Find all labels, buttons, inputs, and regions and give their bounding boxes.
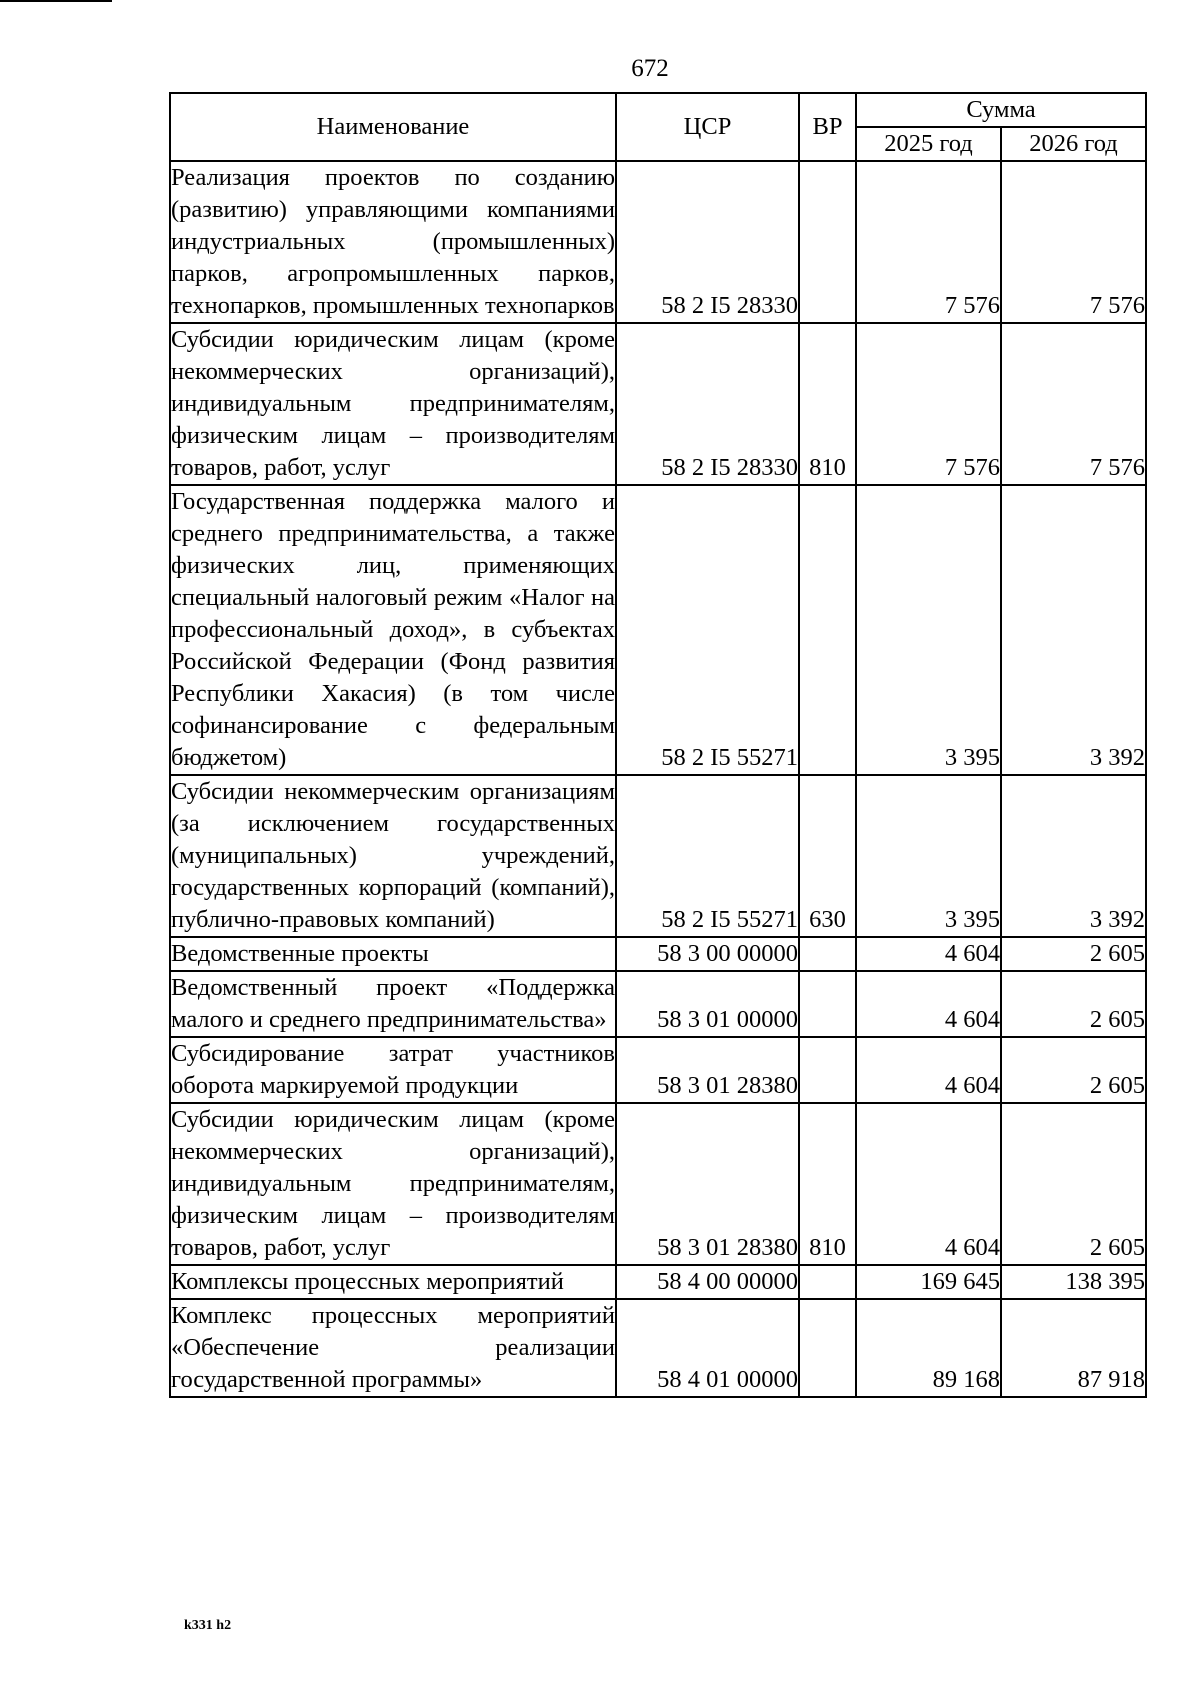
header-sum: Сумма <box>856 93 1146 127</box>
row-sum-2026: 2 605 <box>1001 1037 1146 1103</box>
table-row <box>170 1299 1146 1397</box>
header-vr: ВР <box>799 93 856 161</box>
row-sum-2026: 7 576 <box>1001 161 1146 323</box>
table-row <box>170 161 1146 323</box>
row-sum-2026: 138 395 <box>1001 1265 1146 1299</box>
table-row <box>170 323 1146 485</box>
row-vr <box>799 1037 856 1103</box>
header-csr: ЦСР <box>616 93 799 161</box>
row-sum-2025: 3 395 <box>856 775 1001 937</box>
row-sum-2026: 2 605 <box>1001 1103 1146 1265</box>
row-name: Субсидии юридическим лицам (кроме некоммерческих организаций), индивидуальным предпринимателям, физическим лицам – производителям товаров, работ, услуг <box>170 1103 616 1265</box>
table-row <box>170 775 1146 937</box>
row-sum-2025: 4 604 <box>856 1103 1001 1265</box>
row-name: Государственная поддержка малого и среднего предпринимательства, а также физических лиц, применяющих специальный налоговый режим «Налог на профессиональный доход», в субъектах Российской Федерации (Фонд развития Республики Хакасия) (в том числе софинансирование с федеральным бюджетом) <box>170 485 616 775</box>
header-year-2026: 2026 год <box>1001 127 1146 161</box>
row-vr: 630 <box>799 775 856 937</box>
row-csr: 58 2 I5 28330 <box>616 161 799 323</box>
row-vr <box>799 971 856 1037</box>
row-sum-2026: 87 918 <box>1001 1299 1146 1397</box>
row-name: Субсидии некоммерческим организациям (за исключением государственных (муниципальных) учреждений, государственных корпораций (компаний), публично-правовых компаний) <box>170 775 616 937</box>
page-number: 672 <box>631 55 669 82</box>
row-sum-2025: 89 168 <box>856 1299 1001 1397</box>
row-name: Субсидии юридическим лицам (кроме некоммерческих организаций), индивидуальным предпринимателям, физическим лицам – производителям товаров, работ, услуг <box>170 323 616 485</box>
row-csr: 58 3 01 28380 <box>616 1037 799 1103</box>
row-sum-2025: 4 604 <box>856 971 1001 1037</box>
row-vr <box>799 485 856 775</box>
header-name: Наименование <box>170 93 616 161</box>
row-sum-2025: 7 576 <box>856 323 1001 485</box>
row-csr: 58 2 I5 55271 <box>616 775 799 937</box>
row-csr: 58 2 I5 28330 <box>616 323 799 485</box>
row-sum-2026: 3 392 <box>1001 775 1146 937</box>
table-row <box>170 1103 1146 1265</box>
row-csr: 58 2 I5 55271 <box>616 485 799 775</box>
row-sum-2026: 2 605 <box>1001 937 1146 971</box>
row-csr: 58 3 01 28380 <box>616 1103 799 1265</box>
row-sum-2026: 7 576 <box>1001 323 1146 485</box>
scan-edge-mark <box>0 0 112 2</box>
table-row <box>170 485 1146 775</box>
row-sum-2025: 3 395 <box>856 485 1001 775</box>
row-sum-2025: 7 576 <box>856 161 1001 323</box>
row-name: Субсидирование затрат участников оборота маркируемой продукции <box>170 1037 616 1103</box>
row-vr <box>799 1299 856 1397</box>
row-name: Ведомственный проект «Поддержка малого и среднего предпринимательства» <box>170 971 616 1037</box>
table-body <box>170 161 1146 1397</box>
row-sum-2026: 3 392 <box>1001 485 1146 775</box>
row-sum-2025: 4 604 <box>856 1037 1001 1103</box>
row-sum-2026: 2 605 <box>1001 971 1146 1037</box>
budget-table <box>169 92 1147 1398</box>
row-csr: 58 4 01 00000 <box>616 1299 799 1397</box>
row-csr: 58 3 01 00000 <box>616 971 799 1037</box>
row-name: Комплекс процессных мероприятий «Обеспечение реализации государственной программы» <box>170 1299 616 1397</box>
row-vr <box>799 161 856 323</box>
table-row <box>170 1037 1146 1103</box>
row-vr <box>799 937 856 971</box>
row-name: Реализация проектов по созданию (развитию) управляющими компаниями индустриальных (промышленных) парков, агропромышленных парков, технопарков, промышленных технопарков <box>170 161 616 323</box>
row-vr <box>799 1265 856 1299</box>
row-sum-2025: 169 645 <box>856 1265 1001 1299</box>
header-year-2025: 2025 год <box>856 127 1001 161</box>
row-sum-2025: 4 604 <box>856 937 1001 971</box>
row-vr: 810 <box>799 323 856 485</box>
row-csr: 58 4 00 00000 <box>616 1265 799 1299</box>
table-row <box>170 971 1146 1037</box>
row-vr: 810 <box>799 1103 856 1265</box>
table-row <box>170 937 1146 971</box>
row-csr: 58 3 00 00000 <box>616 937 799 971</box>
row-name: Комплексы процессных мероприятий <box>170 1265 616 1299</box>
footer-code: k331 h2 <box>184 1618 232 1633</box>
table-row <box>170 1265 1146 1299</box>
row-name: Ведомственные проекты <box>170 937 616 971</box>
